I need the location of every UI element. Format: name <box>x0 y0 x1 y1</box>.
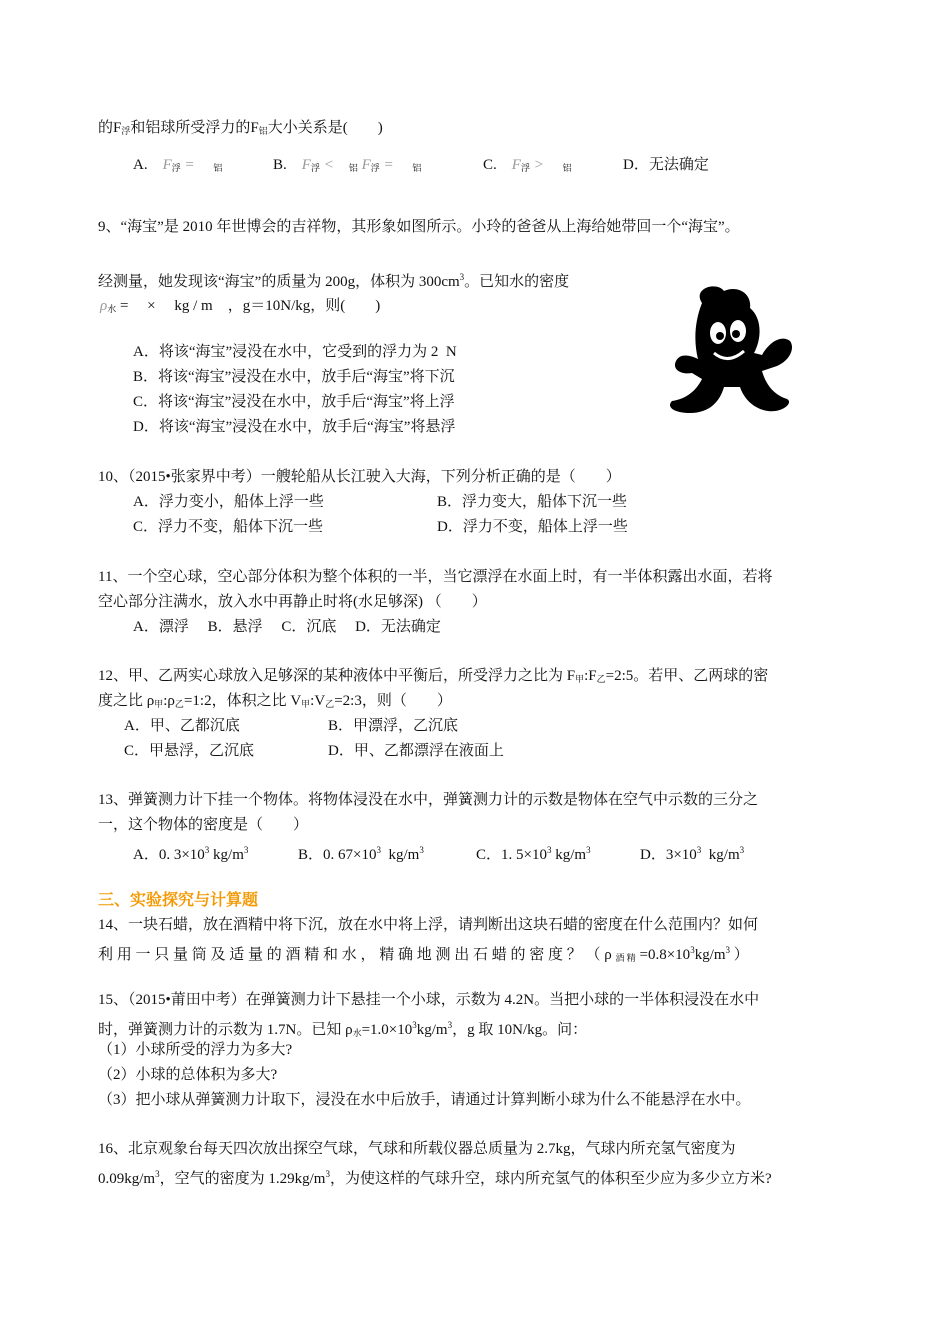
text-segment: 16、北京观象台每天四次放出探空气球，气球和所载仪器总质量为 2.7kg，气球内所充氢气密度为 <box>98 1141 736 1157</box>
text-line <box>133 517 323 537</box>
text-line <box>437 517 628 537</box>
text-segment: ，g＝10N/kg，则( ) <box>212 298 381 314</box>
text-segment: 甲 <box>575 674 585 684</box>
text-segment: 度之比 ρ <box>98 693 155 709</box>
text-line <box>133 492 324 512</box>
text-segment: 10、（2015•张家界中考）一艘轮船从长江驶入大海，下列分析正确的是（ ） <box>98 469 621 485</box>
text-segment: 铝 <box>562 163 572 173</box>
text-line <box>100 296 380 319</box>
text-segment: （1）小球所受的浮力为多大? <box>98 1042 293 1058</box>
text-segment: A．将该“海宝”浸没在水中，它受到的浮力为 2 N <box>133 344 457 360</box>
text-segment: 经测量，她发现该“海宝”的质量为 200g，体积为 300cm <box>98 274 460 290</box>
text-segment: C．甲悬浮，乙沉底 <box>124 743 255 759</box>
text-segment: 3 <box>690 945 695 955</box>
text-line <box>98 940 749 968</box>
text-segment: D．浮力不变，船体上浮一些 <box>437 519 628 535</box>
text-segment: 浮 <box>520 163 530 173</box>
text-segment: D．3×10 <box>640 847 697 863</box>
text-segment: 铝 <box>258 126 268 136</box>
text-segment: 乙 <box>596 674 606 684</box>
text-line <box>98 915 758 935</box>
text-line <box>98 118 383 141</box>
text-segment: 甲 <box>301 699 311 709</box>
text-segment: 利 用 一 只 量 筒 及 适 量 的 酒 精 和 水 ， 精 确 地 测 出 石 蜡 的 密 度 ？ （ ρ <box>98 947 616 963</box>
text-line <box>298 840 424 865</box>
text-segment: 3 <box>739 845 745 855</box>
text-segment: 。已知水的密度 <box>464 274 570 290</box>
text-line <box>476 840 591 865</box>
text-segment: 3 <box>725 945 731 955</box>
text-segment: kg/m <box>551 847 587 863</box>
text-segment: 3 <box>376 845 381 855</box>
text-line <box>98 691 452 714</box>
text-segment: kg/m <box>380 847 420 863</box>
text-line <box>98 567 772 587</box>
text-line <box>328 741 504 761</box>
text-segment: D．无法确定 <box>623 157 709 173</box>
text-segment: C．1. 5×10 <box>476 847 547 863</box>
text-line <box>124 716 240 736</box>
text-segment: 3 <box>459 272 465 282</box>
text-segment: 大小关系是( ) <box>267 120 383 136</box>
text-segment: 3 <box>696 845 702 855</box>
text-line <box>98 790 758 810</box>
text-segment: =2:5。若甲、乙两球的密 <box>605 668 769 684</box>
text-segment: C．浮力不变，船体下沉一些 <box>133 519 324 535</box>
text-line <box>640 840 744 865</box>
text-segment: B．甲漂浮，乙沉底 <box>328 718 459 734</box>
text-segment: 和铝球所受浮力的F <box>130 120 259 136</box>
text-segment: 乙 <box>325 699 335 709</box>
text-line <box>273 155 421 178</box>
text-segment: 13、弹簧测力计下挂一个物体。将物体浸没在水中，弹簧测力计的示数是物体在空气中示数的三分之 <box>98 792 759 808</box>
text-segment: 铝 <box>213 163 223 173</box>
haibao-mascot-image <box>662 283 797 418</box>
text-line <box>98 990 759 1010</box>
text-segment: 铝 <box>348 163 358 173</box>
text-segment: ρ <box>100 298 108 314</box>
text-segment: ，空气的密度为 1.29kg/m <box>159 1171 326 1187</box>
text-segment: A．浮力变小，船体上浮一些 <box>133 494 324 510</box>
text-line <box>437 492 627 512</box>
text-line <box>133 392 455 412</box>
text-segment: 浮 <box>121 126 131 136</box>
text-segment: 乙 <box>174 699 184 709</box>
text-segment: A．0. 3×10 <box>133 847 205 863</box>
text-line <box>124 741 254 761</box>
text-segment: 15、（2015•莆田中考）在弹簧测力计下悬挂一个小球，示数为 4.2N。当把小球的一半体积浸没在水中 <box>98 992 760 1008</box>
text-segment: kg/m <box>209 847 244 863</box>
text-segment: :F <box>584 668 597 684</box>
text-segment: = <box>379 157 413 173</box>
text-segment: > <box>529 157 563 173</box>
text-segment: C．将该“海宝”浸没在水中，放手后“海宝”将上浮 <box>133 394 455 410</box>
text-segment: 3 <box>155 1169 160 1179</box>
text-segment: 空心部分注满水，放入水中再静止时将(水足够深) （ ） <box>98 594 487 610</box>
text-segment: 3 <box>412 1020 417 1030</box>
text-segment: F <box>162 157 172 173</box>
text-line <box>133 155 222 178</box>
text-segment: =1:2，体积之比 V <box>183 693 302 709</box>
text-line <box>98 1065 277 1085</box>
text-segment: = <box>180 157 214 173</box>
text-segment: A. <box>133 157 163 173</box>
text-segment: 浮 <box>310 163 320 173</box>
text-segment: D．将该“海宝”浸没在水中，放手后“海宝”将悬浮 <box>133 419 456 435</box>
text-segment: A．甲、乙都沉底 <box>124 718 240 734</box>
text-segment: 11、一个空心球，空心部分体积为整个体积的一半，当它漂浮在水面上时，有一半体积露出水面，若将 <box>98 569 773 585</box>
text-segment: =1.0×10 <box>361 1022 413 1038</box>
text-segment: B．将该“海宝”浸没在水中，放手后“海宝”将下沉 <box>133 369 455 385</box>
text-line <box>98 1139 736 1159</box>
text-segment: （3）把小球从弹簧测力计取下，浸没在水中后放手，请通过计算判断小球为什么不能悬浮在水中。 <box>98 1092 751 1108</box>
text-line <box>98 1164 772 1189</box>
text-line <box>98 467 621 487</box>
text-segment: < <box>319 157 349 173</box>
text-segment: :ρ <box>163 693 175 709</box>
text-segment: F <box>357 157 371 173</box>
text-segment: = × kg / m <box>116 298 213 314</box>
text-segment: 3 <box>204 845 210 855</box>
text-segment: （2）小球的总体积为多大? <box>98 1067 278 1083</box>
text-line <box>133 617 441 637</box>
text-segment: :V <box>310 693 326 709</box>
text-segment: ，g 取 10N/kg。问： <box>452 1022 588 1038</box>
text-segment: 3 <box>546 845 552 855</box>
text-segment: F <box>511 157 521 173</box>
text-segment: kg/m <box>701 847 740 863</box>
text-segment: 铝 <box>412 163 422 173</box>
text-segment: =2:3，则（ ） <box>334 693 452 709</box>
text-line <box>98 1015 587 1043</box>
text-segment: B．0. 67×10 <box>298 847 377 863</box>
section-heading: 三、实验探究与计算题 <box>98 890 259 909</box>
text-line <box>98 592 487 612</box>
text-segment: ） <box>730 947 749 963</box>
text-segment: 浮 <box>171 163 181 173</box>
text-segment: =0.8×10 <box>635 947 691 963</box>
text-segment: 3 <box>325 1169 330 1179</box>
text-line <box>133 840 248 865</box>
text-segment: 酒 精 <box>615 953 636 963</box>
text-line <box>98 217 740 237</box>
text-line <box>133 342 457 362</box>
text-segment: 甲 <box>154 699 164 709</box>
text-segment: 水 <box>352 1028 362 1038</box>
text-segment: 9、“海宝”是 2010 年世博会的吉祥物，其形象如图所示。小玲的爸爸从上海给她带回一个“海宝”。 <box>98 219 740 235</box>
text-segment: 3 <box>419 845 424 855</box>
text-segment: kg/m <box>694 947 726 963</box>
text-segment: 一，这个物体的密度是（ ） <box>98 817 309 833</box>
text-segment: 时，弹簧测力计的示数为 1.7N。已知 ρ <box>98 1022 353 1038</box>
text-line <box>98 815 308 835</box>
text-line <box>133 417 455 437</box>
text-segment: 3 <box>586 845 591 855</box>
text-segment: D．甲、乙都漂浮在液面上 <box>328 743 504 759</box>
text-segment: kg/m <box>416 1022 448 1038</box>
text-segment: F <box>301 157 311 173</box>
text-line <box>98 890 258 911</box>
text-segment: C. <box>483 157 512 173</box>
text-segment: B．浮力变大，船体下沉一些 <box>437 494 628 510</box>
text-line <box>483 155 572 178</box>
text-segment: 3 <box>243 845 249 855</box>
text-line <box>98 267 569 292</box>
text-line <box>133 367 455 387</box>
text-segment: 的F <box>98 120 122 136</box>
text-segment: A．漂浮 B．悬浮 C．沉底 D．无法确定 <box>133 619 441 635</box>
text-segment: 14、一块石蜡，放在酒精中将下沉，放在水中将上浮，请判断出这块石蜡的密度在什么范围内？如何 <box>98 917 759 933</box>
text-line <box>98 666 768 689</box>
text-segment: 3 <box>447 1020 453 1030</box>
text-segment: 0.09kg/m <box>98 1171 156 1187</box>
text-line <box>623 155 709 175</box>
text-segment: B. <box>273 157 302 173</box>
text-segment: 12、甲、乙两实心球放入足够深的某种液体中平衡后，所受浮力之比为 F <box>98 668 576 684</box>
text-line <box>328 716 458 736</box>
text-segment: 浮 <box>370 163 380 173</box>
text-segment: 水 <box>107 304 117 314</box>
text-line <box>98 1090 751 1110</box>
text-segment: ，为使这样的气球升空，球内所充氢气的体积至少应为多少立方米? <box>329 1171 772 1187</box>
text-line <box>98 1040 292 1060</box>
